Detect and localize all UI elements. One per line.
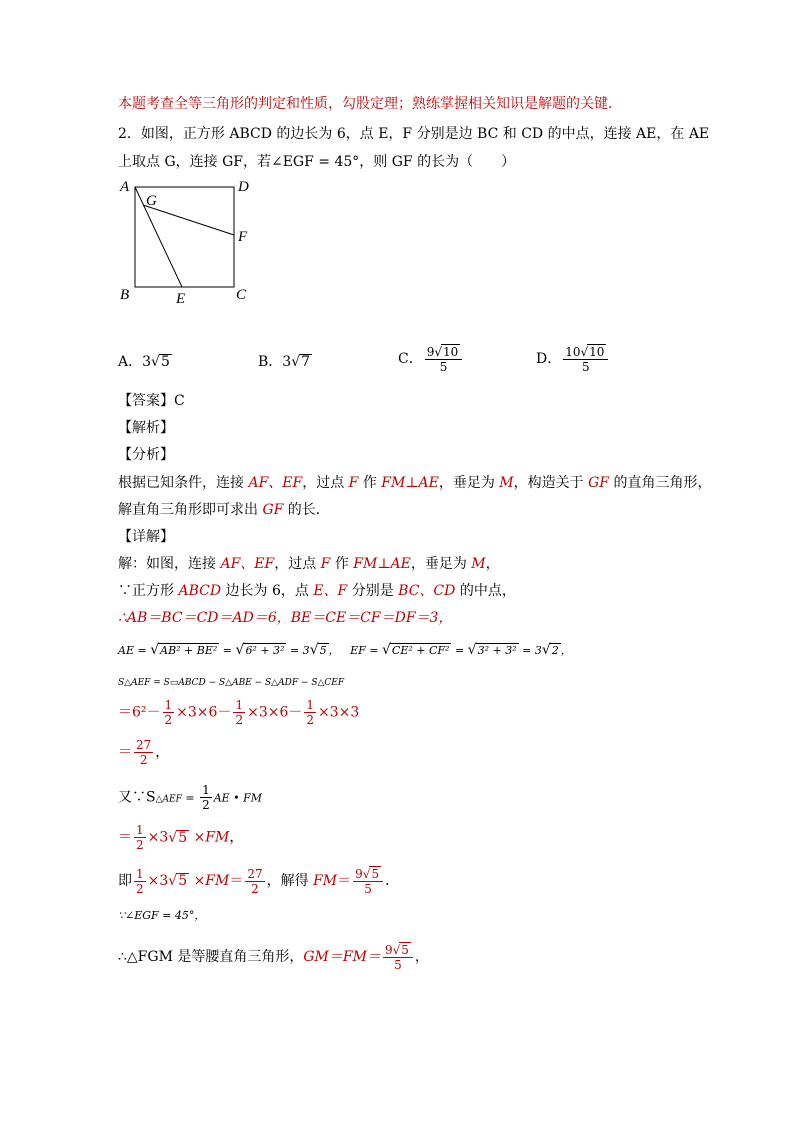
detail-line-2: ∵正方形 ABCD 边长为 6，点 E、F 分别是 BC、CD 的中点， [118,583,516,599]
detail-line-5: S△AEF = S▭ABCD − S△ABE − S△ADF − S△CEF [118,678,345,688]
label-c: C [236,287,247,303]
detail-line-8: 又∵S△AEF = $\frac{1}{2}$ AE • FM [118,783,263,812]
analysis-line-2: 解直角三角形即可求出 GF 的长． [118,502,330,518]
question-line-2: 上取点 G，连接 GF，若∠EGF = 45°，则 GF 的长为（ ） [118,154,516,170]
answer-tag: 【答案】 [118,393,174,409]
detail-line-4: AE = √AB² + BE² = √6² + 3² = 3√5 ， EF = √CE² + CF² = √3² + 3² = 3√2 ， [118,642,572,658]
detail-line-6: ＝6²－ $\frac{1}{2}$ ×3×6－ $\frac{1}{2}$ ×3×6－ $\frac{1}{2}$ ×3×3 [118,698,360,727]
analysis-line-1: 根据已知条件，连接 AF、EF，过点 F 作 FM⊥AE，垂足为 M，构造关于 GF 的直角三角形， [118,475,712,491]
label-b: B [120,287,130,303]
option-b[interactable]: B．3√7 [258,354,311,370]
label-e: E [176,291,186,307]
question-line-1: 2．如图，正方形 ABCD 的边长为 6，点 E，F 分别是边 BC 和 CD 的中点，连接 AE，在 AE [118,126,710,142]
detail-line-3: ∴AB＝BC＝CD＝AD＝6，BE＝CE＝CF＝DF＝3， [118,610,453,626]
segment-ae [135,187,182,287]
answer-value: C [174,393,185,409]
detail-line-11: ∵∠EGF = 45°， [118,909,206,922]
section-xiangjie: 【详解】 [118,529,174,545]
option-a[interactable]: A．3√5 [118,354,170,370]
label-d: D [238,179,249,195]
detail-line-12: ∴△FGM 是等腰直角三角形，GM＝FM＝ $\frac{9√5}{5}$ ， [118,943,429,972]
section-jiexi: 【解析】 [118,420,174,436]
label-g: G [146,193,157,209]
detail-line-7: ＝ $\frac{27}{2}$ ， [118,738,170,767]
option-d[interactable]: D． $\frac{10√10}{5}$ [536,344,610,374]
label-a: A [120,179,130,195]
section-fenxi: 【分析】 [118,447,174,463]
option-c[interactable]: C． $\frac{9√10}{5}$ [398,344,464,374]
answer-line [118,391,185,411]
intro-note: 本题考查全等三角形的判定和性质，勾股定理；熟练掌握相关知识是解题的关键． [118,96,622,112]
detail-line-1: 解：如图，连接 AF、EF，过点 F 作 FM⊥AE，垂足为 M， [118,556,500,572]
detail-line-10: 即 $\frac{1}{2}$ ×3√5 ×FM＝ $\frac{27}{2}$ ，解得 FM＝ $\frac{9√5}{5}$ ． [118,866,400,896]
label-f: F [238,229,248,245]
segment-gf [143,205,234,235]
detail-line-9: ＝ $\frac{1}{2}$ ×3√5 ×FM， [118,823,244,852]
geometry-figure [112,174,262,310]
